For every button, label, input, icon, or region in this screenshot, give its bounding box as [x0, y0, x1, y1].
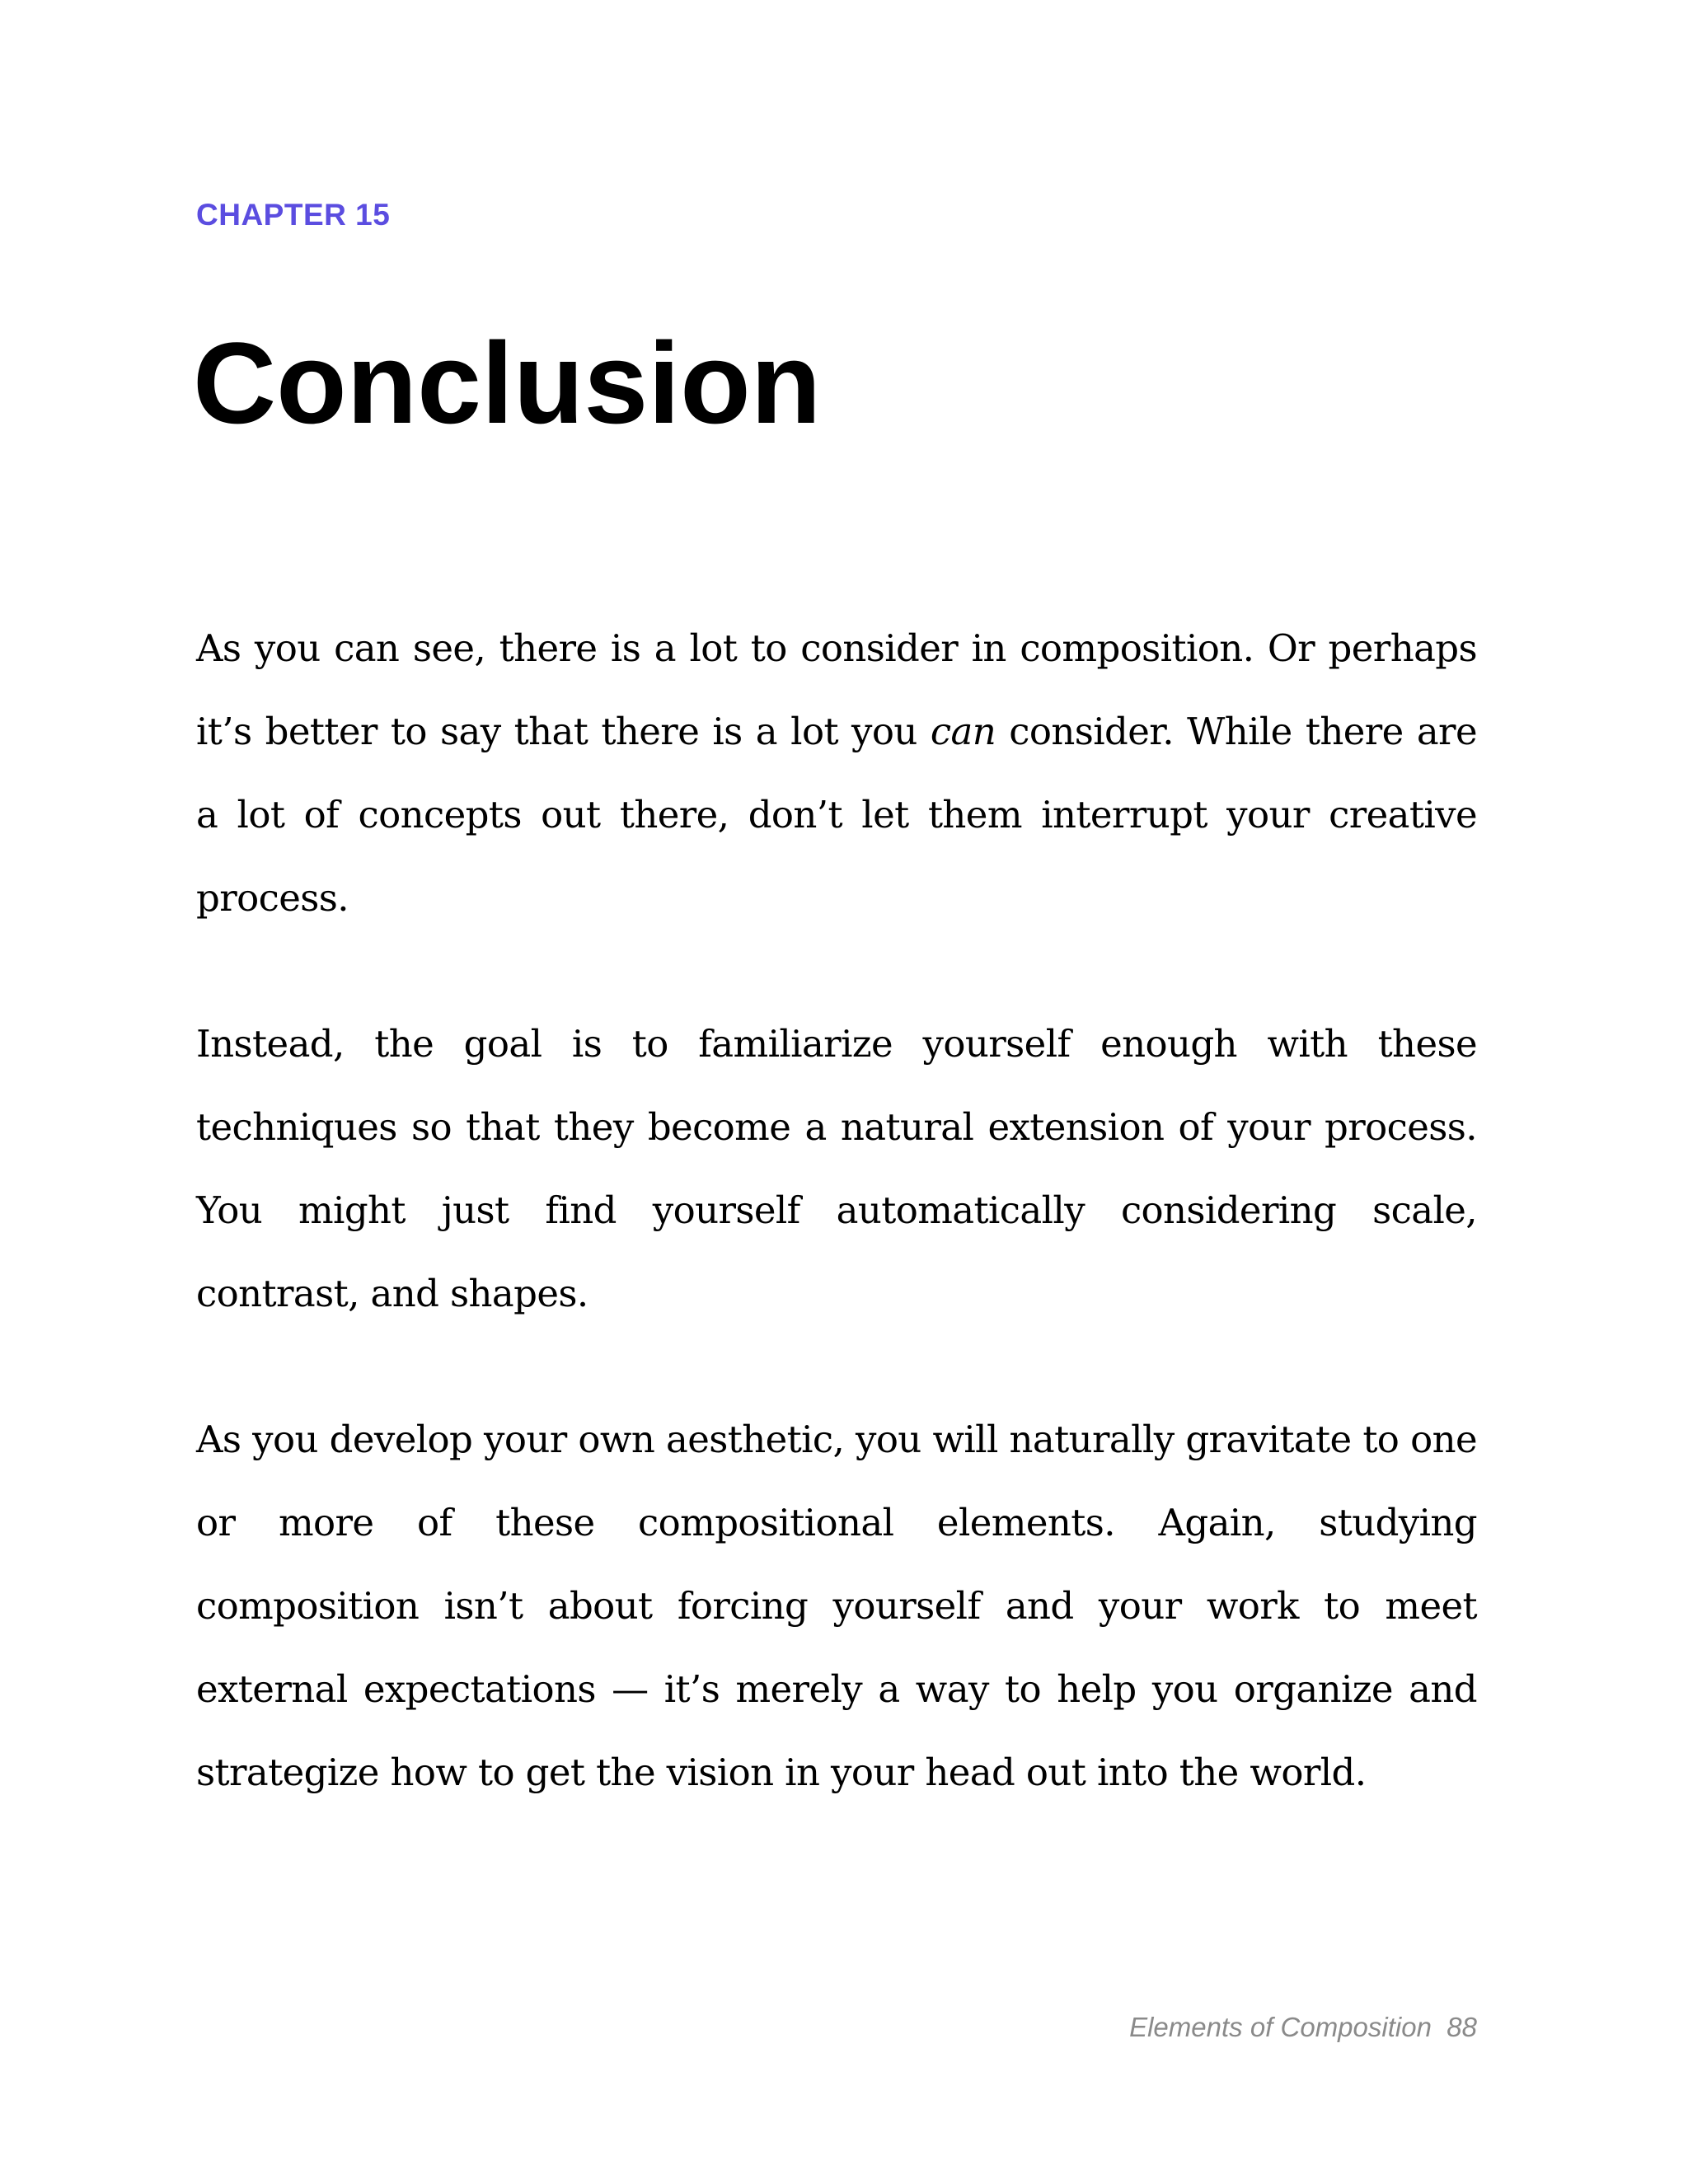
paragraph-1-text-end: consider. While there are a lot of concepts out there, don’t let them interrupt your creative process.	[196, 710, 1477, 920]
paragraph-1-emphasis: can	[930, 710, 996, 753]
footer-page-number: 88	[1447, 2012, 1477, 2042]
paragraph-1	[196, 607, 1477, 940]
footer-book-title: Elements of Composition	[1129, 2012, 1432, 2042]
paragraph-3: As you develop your own aesthetic, you will naturally gravitate to one or more of these compositional elements. Again, studying composition isn’t about forcing yourself and your work to meet external expectations — it’s merely a way to help you organize and strategize how to get the vision in your head out into the world.	[196, 1418, 1477, 1794]
chapter-title: Conclusion	[193, 318, 822, 448]
paragraph-1-text-start: As you can see, there is a lot to consider in composition. Or perhaps it’s better to say that there is a lot you	[196, 626, 1477, 753]
page-footer	[1129, 2012, 1477, 2043]
paragraph-2: Instead, the goal is to familiarize yourself enough with these techniques so that they become a natural extension of your process. You might just find yourself automatically considering scale, contrast, and shapes.	[196, 1022, 1477, 1315]
chapter-label: CHAPTER 15	[196, 198, 391, 232]
body-text	[196, 607, 1477, 1877]
